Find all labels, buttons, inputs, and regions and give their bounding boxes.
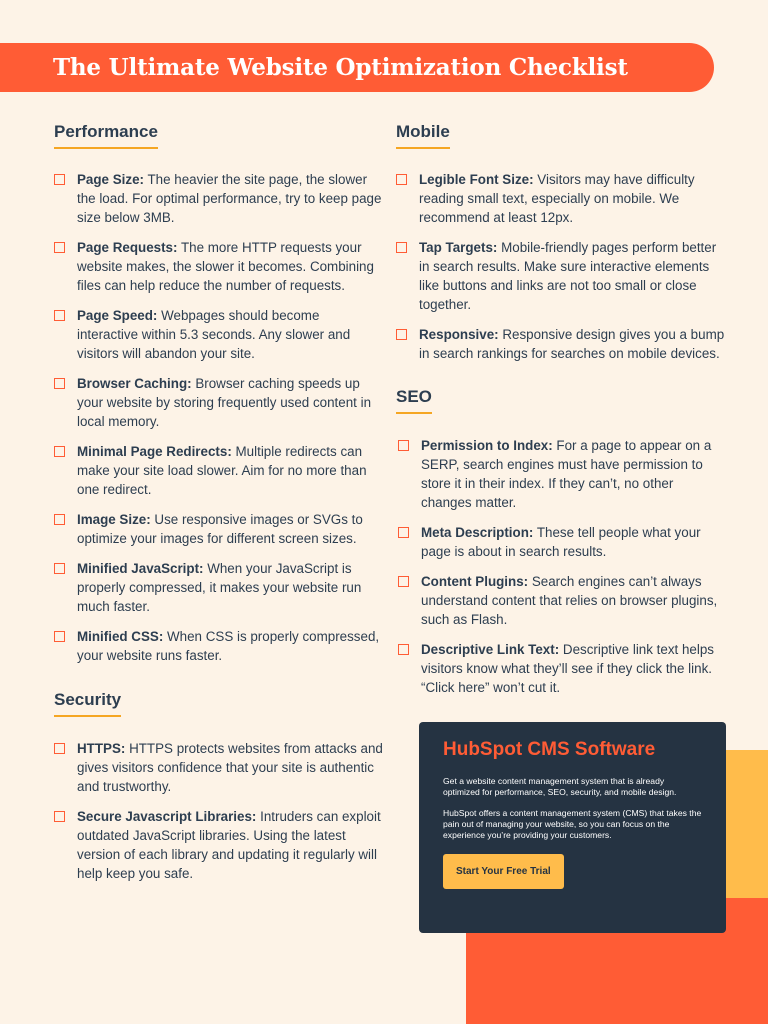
checklist-item [54,170,384,227]
item-text: Use responsive images or SVGs to optimize your images for different screen sizes. [77,512,363,546]
item-label: Page Size: [77,172,144,187]
cms-promo-card [419,722,726,933]
checkbox-icon[interactable] [398,527,409,538]
item-text: Responsive design gives you a bump in search rankings for searches on mobile devices. [419,327,725,361]
performance-list [54,170,384,665]
item-label: Content Plugins: [421,574,529,589]
checkbox-icon[interactable] [398,440,409,451]
item-text: Multiple redirects can make your site load slower. Aim for no more than one redirect. [77,444,367,497]
checklist-item [54,510,384,548]
checkbox-icon[interactable] [54,446,65,457]
item-label: Descriptive Link Text: [421,642,560,657]
cms-description-secondary: HubSpot offers a content management system (CMS) that takes the pain out of managing your website, so you can focus on the experience you’re providing your customers. [443,808,702,840]
item-label: Browser Caching: [77,376,192,391]
security-list [54,739,384,883]
checkbox-icon[interactable] [396,329,407,340]
checklist-item [398,523,726,561]
item-label: Minimal Page Redirects: [77,444,232,459]
checkbox-icon[interactable] [396,174,407,185]
checkbox-icon[interactable] [398,644,409,655]
item-label: HTTPS: [77,741,126,756]
checkbox-icon[interactable] [54,378,65,389]
section-title-performance: Performance [54,122,158,149]
checklist-item [54,374,384,431]
checklist-item [54,807,384,883]
item-text: For a page to appear on a SERP, search engines must have permission to store it in their index. If they can’t, no other changes matter. [421,438,712,510]
left-column [54,122,384,883]
checkbox-icon[interactable] [54,242,65,253]
item-label: Tap Targets: [419,240,498,255]
checklist-item [396,325,726,363]
item-label: Legible Font Size: [419,172,534,187]
item-label: Image Size: [77,512,151,527]
item-text: Search engines can’t always understand content that relies on browser plugins, such as Flash. [421,574,718,627]
cms-description: Get a website content management system that is already optimized for performance, SEO, security, and mobile design. [443,776,677,797]
item-label: Page Requests: [77,240,178,255]
checkbox-icon[interactable] [54,310,65,321]
title-banner [0,43,714,92]
item-label: Minified CSS: [77,629,164,644]
item-label: Page Speed: [77,308,158,323]
checklist-item [396,238,726,314]
cms-title: HubSpot CMS Software [443,739,656,760]
section-title-security: Security [54,690,121,717]
item-label: Responsive: [419,327,499,342]
item-text: The more HTTP requests your website makes, the slower it becomes. Combining files can help reduce the number of requests. [77,240,374,293]
item-text: When your JavaScript is properly compressed, it makes your website run much faster. [77,561,362,614]
item-text: Descriptive link text helps visitors know what they’ll see if they click the link. “Click here” won’t cut it. [421,642,714,695]
checklist-item [54,559,384,616]
section-title-seo: SEO [396,387,432,414]
checkbox-icon[interactable] [398,576,409,587]
checkbox-icon[interactable] [396,242,407,253]
checkbox-icon[interactable] [54,631,65,642]
item-label: Meta Description: [421,525,534,540]
item-text: The heavier the site page, the slower the load. For optimal performance, try to keep page size below 3MB. [77,172,382,225]
checklist-item [398,436,726,512]
checkbox-icon[interactable] [54,811,65,822]
item-text: When CSS is properly compressed, your website runs faster. [77,629,380,663]
item-text: Intruders can exploit outdated JavaScript libraries. Using the latest version of each library and updating it regularly will help keep you safe. [77,809,381,881]
checklist-item [398,572,726,629]
item-text: Browser caching speeds up your website by storing frequently used content in local memory. [77,376,372,429]
item-text: Mobile-friendly pages perform better in search results. Make sure interactive elements like buttons and links are not too small or close together. [419,240,717,312]
right-column [396,122,726,697]
seo-list [396,436,726,697]
checklist-item [54,739,384,796]
checkbox-icon[interactable] [54,174,65,185]
item-text: Visitors may have difficulty reading small text, especially on mobile. We recommend at least 12px. [419,172,695,225]
item-label: Permission to Index: [421,438,553,453]
page-title: The Ultimate Website Optimization Checklist [53,54,628,81]
checklist-item [54,627,384,665]
item-text: These tell people what your page is about in search results. [421,525,701,559]
checklist-item [54,442,384,499]
checkbox-icon[interactable] [54,563,65,574]
checkbox-icon[interactable] [54,743,65,754]
start-free-trial-button[interactable]: Start Your Free Trial [443,854,564,889]
section-title-mobile: Mobile [396,122,450,149]
mobile-list [396,170,726,363]
checklist-item [54,306,384,363]
item-text: Webpages should become interactive within 5.3 seconds. Any slower and visitors will abandon your site. [77,308,351,361]
checklist-item [54,238,384,295]
checklist-item [396,170,726,227]
checklist-item [398,640,726,697]
checkbox-icon[interactable] [54,514,65,525]
item-label: Secure Javascript Libraries: [77,809,257,824]
item-label: Minified JavaScript: [77,561,204,576]
item-text: HTTPS protects websites from attacks and gives visitors confidence that your site is authentic and trustworthy. [77,741,383,794]
